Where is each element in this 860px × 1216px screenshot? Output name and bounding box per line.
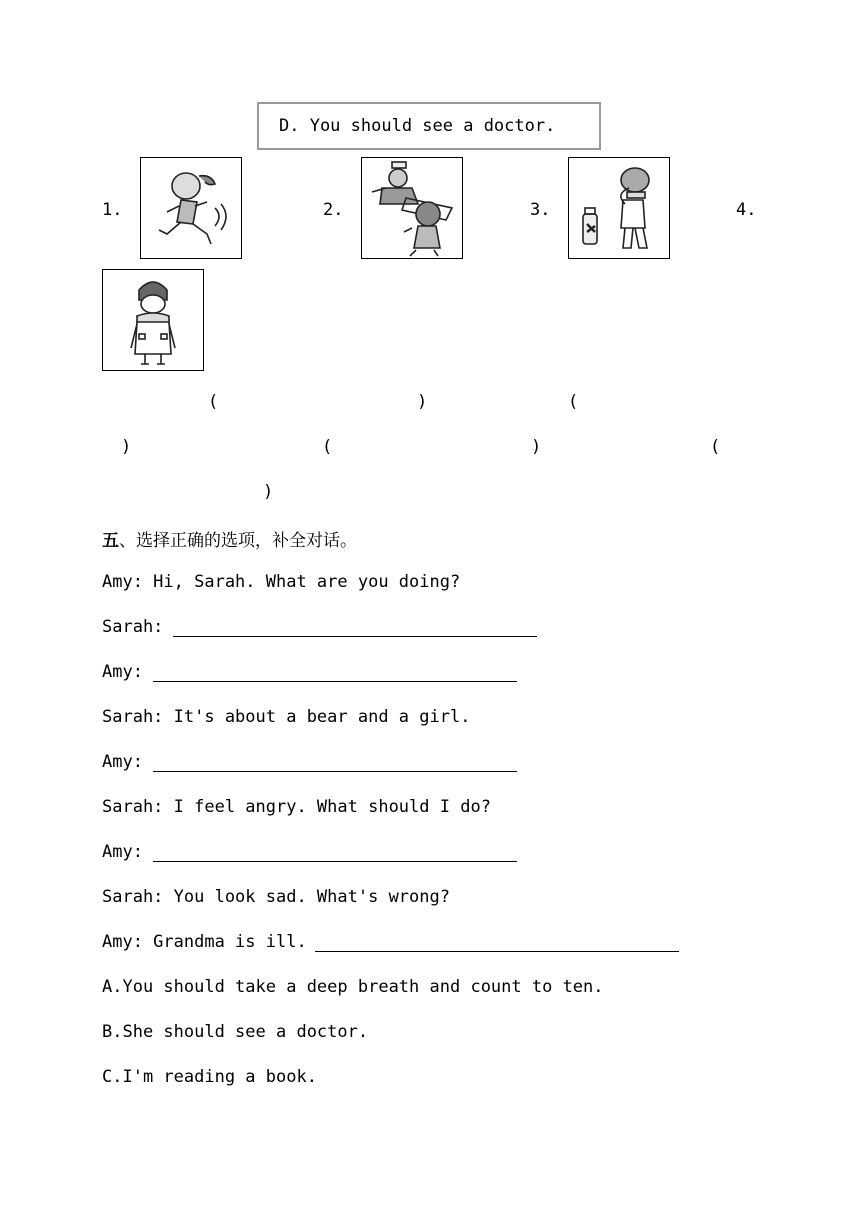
section-five-title: 、选择正确的选项，补全对话。 [119, 531, 357, 551]
dialogue-line-6: Sarah: I feel angry. What should I do? [102, 797, 491, 817]
dialogue-line-8: Sarah: You look sad. What's wrong? [102, 887, 450, 907]
option-b: B.She should see a doctor. [102, 1022, 369, 1042]
section-five-heading [102, 526, 357, 551]
boy-drinking-icon [568, 157, 670, 259]
answer-blank-2[interactable] [153, 681, 517, 682]
bracket-close-1: ) [417, 392, 428, 412]
option-a: A.You should take a deep breath and count to ten. [102, 977, 604, 997]
option-c: C.I'm reading a book. [102, 1067, 317, 1087]
doctor-with-patient-icon [361, 157, 463, 259]
picture-number-3: 3. [530, 200, 551, 220]
dialogue-line-5: Amy: [102, 752, 143, 772]
dialogue-line-2: Sarah: [102, 617, 164, 637]
answer-blank-4[interactable] [153, 861, 517, 862]
dialogue-line-9: Amy: Grandma is ill. [102, 932, 307, 952]
bracket-open-3: ( [322, 437, 333, 457]
picture-number-4: 4. [736, 200, 757, 220]
running-girl-icon [140, 157, 242, 259]
picture-number-1: 1. [102, 200, 123, 220]
option-d-box [257, 102, 601, 150]
answer-blank-1[interactable] [173, 636, 537, 637]
answer-blank-5[interactable] [315, 951, 679, 952]
bracket-close-2: ) [121, 437, 132, 457]
boy-in-coat-icon [102, 269, 204, 371]
bracket-open-2: ( [568, 392, 579, 412]
option-d-text: D. You should see a doctor. [279, 116, 556, 136]
picture-number-2: 2. [323, 200, 344, 220]
section-five-number: 五 [102, 531, 119, 551]
answer-blank-3[interactable] [153, 771, 517, 772]
dialogue-line-3: Amy: [102, 662, 143, 682]
bracket-close-4: ) [263, 482, 274, 502]
dialogue-line-1: Amy: Hi, Sarah. What are you doing? [102, 572, 461, 592]
dialogue-line-7: Amy: [102, 842, 143, 862]
bracket-open-1: ( [208, 392, 219, 412]
bracket-close-3: ) [531, 437, 542, 457]
dialogue-line-4: Sarah: It's about a bear and a girl. [102, 707, 471, 727]
bracket-open-4: ( [710, 437, 721, 457]
